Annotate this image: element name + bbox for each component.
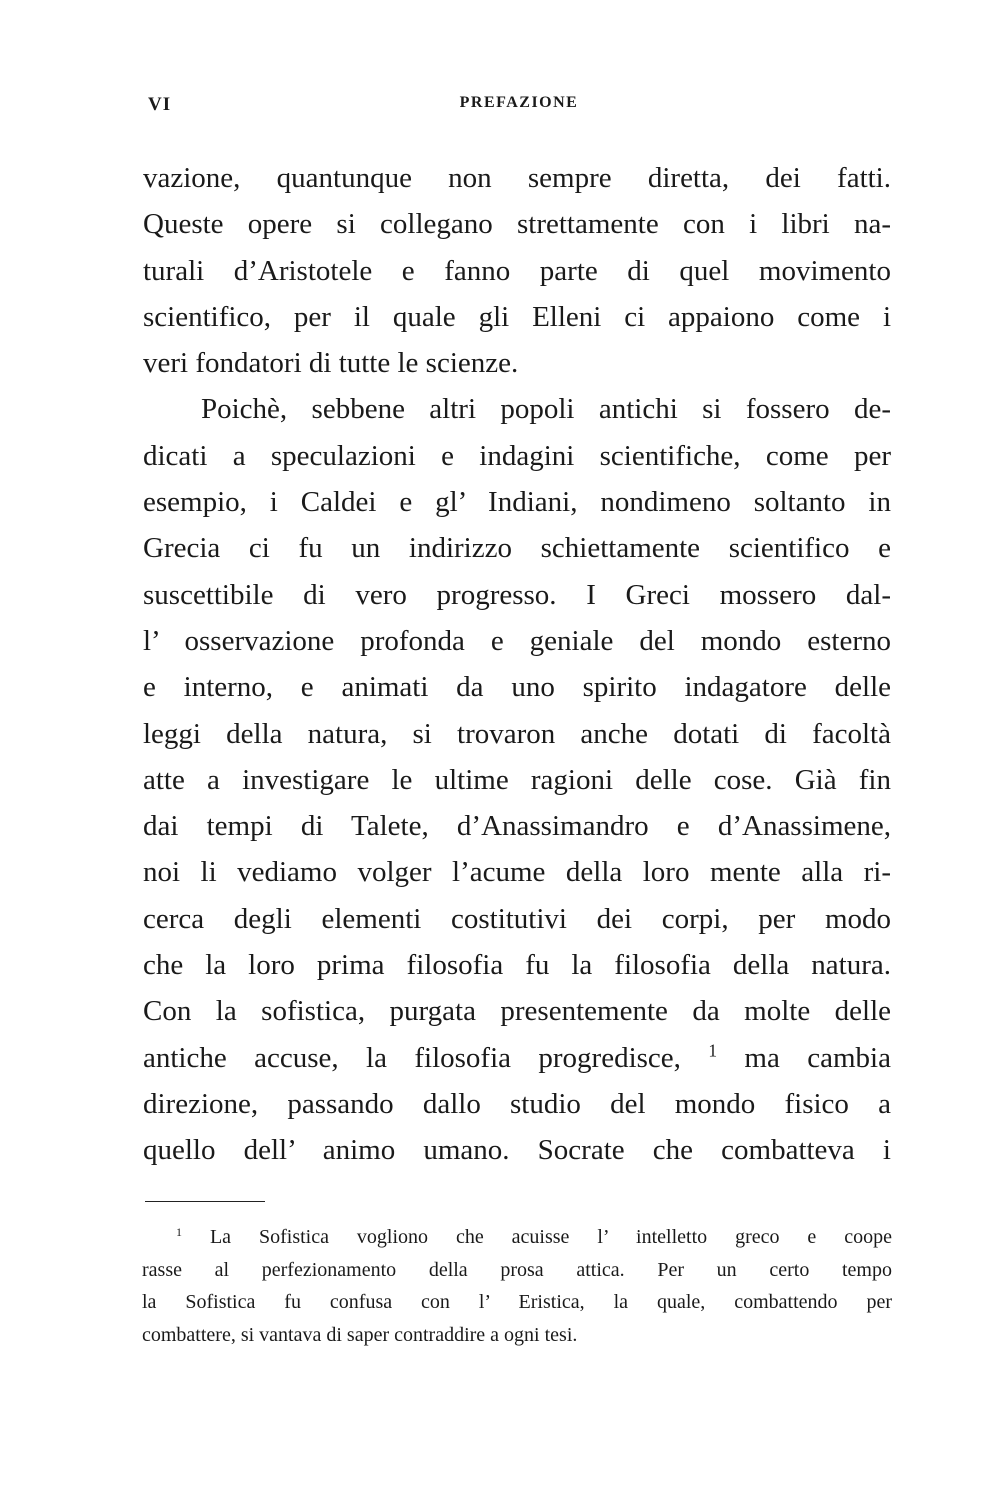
footnote-divider — [145, 1201, 265, 1202]
footnote-reference[interactable]: 1 — [708, 1040, 718, 1061]
body-line: l’ osservazione profonda e geniale del mondo esterno — [143, 624, 891, 657]
body-line: Poichè, sebbene altri popoli antichi si fossero de- — [201, 393, 891, 426]
body-line-with-footnote-ref — [143, 1035, 891, 1081]
footnote-line — [142, 1221, 892, 1254]
body-line: scientifico, per il quale gli Elleni ci appaiono come i — [143, 300, 891, 333]
body-line: noi li vediamo volger l’acume della loro mente alla ri- — [143, 856, 891, 889]
footnote-line: rasse al perfezionamento della prosa attica. Per un certo tempo — [142, 1258, 892, 1281]
body-line: e interno, e animati da uno spirito indagatore delle — [143, 671, 891, 704]
body-line: dicati a speculazioni e indagini scientifiche, come per — [143, 439, 891, 472]
body-line: turali d’Aristotele e fanno parte di quel movimento — [143, 254, 891, 287]
footnote-line: la Sofistica fu confusa con l’ Eristica, la quale, combattendo per — [142, 1291, 892, 1313]
body-line: cerca degli elementi costitutivi dei corpi, per modo — [143, 902, 891, 935]
footnote — [142, 1221, 892, 1351]
body-line: quello dell’ animo umano. Socrate che combatteva i — [143, 1134, 891, 1167]
body-line-tail: ma cambia — [717, 1041, 891, 1074]
body-text — [143, 155, 891, 1174]
body-line: vazione, quantunque non sempre diretta, dei fatti. — [143, 162, 891, 194]
body-line: leggi della natura, si trovaron anche dotati di facoltà — [143, 717, 891, 750]
page-number: VI — [148, 94, 172, 115]
body-line: Queste opere si collegano strettamente con i libri na- — [143, 208, 891, 241]
body-line-head: antiche accuse, la filosofia progredisce, — [143, 1041, 709, 1074]
body-line: Grecia ci fu un indirizzo schiettamente scientifico e — [143, 532, 891, 565]
body-line: direzione, passando dallo studio del mondo fisico a — [143, 1087, 891, 1120]
page-header — [148, 94, 890, 124]
body-line: dai tempi di Talete, d’Anassimandro e d’Anassimene, — [143, 810, 891, 843]
body-line: atte a investigare le ultime ragioni delle cose. Già fin — [143, 763, 891, 796]
footnote-marker: 1 — [176, 1224, 182, 1239]
body-line: esempio, i Caldei e gl’ Indiani, nondimeno soltanto in — [143, 486, 891, 519]
footnote-line: combattere, si vantava di saper contraddire a ogni tesi. — [142, 1323, 578, 1346]
body-line: suscettibile di vero progresso. I Greci mossero dal- — [143, 578, 891, 611]
body-line: che la loro prima filosofia fu la filosofia della natura. — [143, 949, 891, 982]
footnote-text: La Sofistica vogliono che acuisse l’ intelletto greco e coope — [182, 1226, 892, 1248]
body-line: veri fondatori di tutte le scienze. — [143, 347, 519, 380]
running-head: PREFAZIONE — [459, 94, 579, 111]
body-line: Con la sofistica, purgata presentemente da molte delle — [143, 995, 891, 1028]
